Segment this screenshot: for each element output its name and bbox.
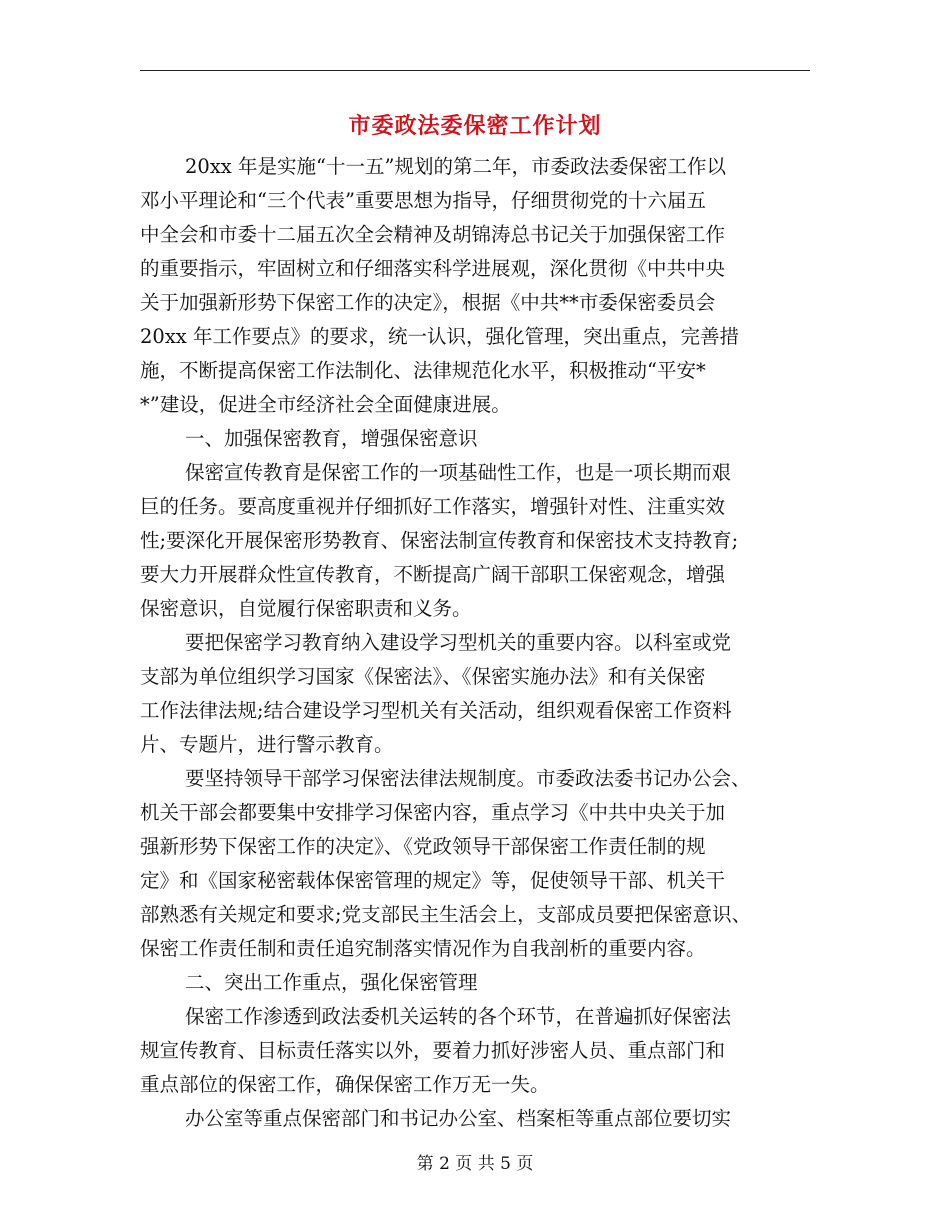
text-line: 二、突出工作重点，强化保密管理	[185, 971, 478, 994]
text-line: 邓小平理论和“三个代表”重要思想为指导，仔细贯彻党的十六届五	[140, 189, 706, 212]
document-title: 市委政法委保密工作计划	[348, 113, 602, 139]
text-line: 重点部位的保密工作，确保保密工作万无一失。	[140, 1073, 550, 1096]
document-body	[140, 150, 810, 1136]
text-line: *”建设，促进全市经济社会全面健康进展。	[140, 393, 511, 416]
text-line: 巨的任务。要高度重视并仔细抓好工作落实，增强针对性、注重实效	[140, 495, 726, 518]
text-line: 性;要深化开展保密形势教育、保密法制宣传教育和保密技术支持教育;	[140, 529, 739, 552]
text-line: 办公室等重点保密部门和书记办公室、档案柜等重点部位要切实	[185, 1107, 732, 1130]
text-line: 规宣传教育、目标责任落实以外，要着力抓好涉密人员、重点部门和	[140, 1039, 726, 1062]
text-line: 保密工作渗透到政法委机关运转的各个环节，在普遍抓好保密法	[185, 1005, 732, 1028]
text-line: 20xx 年工作要点》的要求，统一认识，强化管理，突出重点，完善措	[140, 325, 740, 348]
text-line: 关于加强新形势下保密工作的决定》，根据《中共**市委保密委员会	[140, 291, 716, 314]
text-line: 强新形势下保密工作的决定》、《党政领导干部保密工作责任制的规	[140, 835, 706, 858]
text-line: 部熟悉有关规定和要求;党支部民主生活会上，支部成员要把保密意识、	[140, 903, 752, 926]
text-line: 片、专题片，进行警示教育。	[140, 733, 394, 756]
text-line: 保密工作责任制和责任追究制落实情况作为自我剖析的重要内容。	[140, 937, 706, 960]
text-line: 要坚持领导干部学习保密法律法规制度。市委政法委书记办公会、	[185, 767, 751, 790]
text-line: 保密宣传教育是保密工作的一项基础性工作，也是一项长期而艰	[185, 461, 732, 484]
text-line: 工作法律法规;结合建设学习型机关有关活动，组织观看保密工作资料	[140, 699, 732, 722]
text-line: 中全会和市委十二届五次全会精神及胡锦涛总书记关于加强保密工作	[140, 223, 726, 246]
text-line: 20xx 年是实施“十一五”规划的第二年，市委政法委保密工作以	[185, 155, 726, 178]
text-line: 的重要指示，牢固树立和仔细落实科学进展观，深化贯彻《中共中央	[140, 257, 726, 280]
text-line: 一、加强保密教育，增强保密意识	[185, 427, 478, 450]
text-line: 定》和《国家秘密载体保密管理的规定》等，促使领导干部、机关干	[140, 869, 726, 892]
page-number: 第 2 页 共 5 页	[416, 1154, 534, 1174]
header-rule	[140, 70, 810, 71]
text-line: 要把保密学习教育纳入建设学习型机关的重要内容。以科室或党	[185, 631, 732, 654]
text-line: 支部为单位组织学习国家《保密法》、《保密实施办法》和有关保密	[140, 665, 706, 688]
text-line: 施，不断提高保密工作法制化、法律规范化水平，积极推动“平安*	[140, 359, 706, 382]
text-line: 保密意识，自觉履行保密职责和义务。	[140, 597, 472, 620]
text-line: 机关干部会都要集中安排学习保密内容，重点学习《中共中央关于加	[140, 801, 726, 824]
text-line: 要大力开展群众性宣传教育，不断提高广阔干部职工保密观念，增强	[140, 563, 726, 586]
